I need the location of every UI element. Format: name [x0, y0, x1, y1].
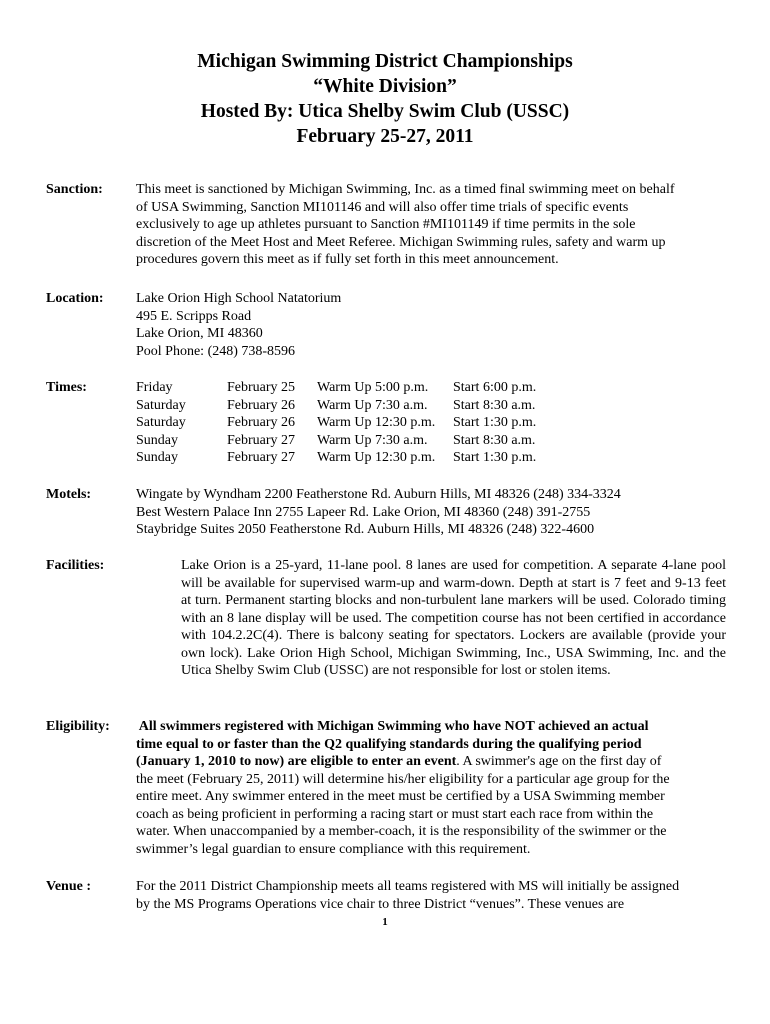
eligibility-line: water. When unaccompanied by a member-coach, it is the responsibility of the swimmer or the — [136, 824, 667, 839]
title-line-4: February 25-27, 2011 — [296, 126, 474, 147]
sanction-text — [136, 181, 726, 269]
eligibility-phrase: . A swimmer's age on the first day of — [456, 754, 662, 769]
location-line: Pool Phone: (248) 738-8596 — [136, 343, 296, 359]
sanction-line: procedures govern this meet as if fully set forth in this meet announcement. — [136, 252, 559, 267]
sanction-line: of USA Swimming, Sanction MI101146 and will also offer time trials of specific events — [136, 199, 629, 215]
motels-list — [136, 486, 726, 539]
eligibility-line: coach as being proficient in performing a racing start or must start each race from within the — [136, 806, 654, 822]
schedule-date: February 25 — [227, 380, 296, 395]
times-label: Times: — [46, 380, 87, 395]
eligibility-bold-line: All swimmers registered with Michigan Swimming who have NOT achieved an actual — [136, 719, 649, 734]
eligibility-mixed-line — [136, 753, 726, 771]
venue-label: Venue : — [46, 879, 91, 894]
facilities-text: Lake Orion is a 25-yard, 11-lane pool. 8 lanes are used for competition. A separate 4-lane pool will be available for supervised warm-up and warm-down. Depth at start is 7 feet and 9-13 feet at turn. Permanent starting blocks and non-turbulent lane markers will be used. Colorado timing with an 8 lane display will be used. The competition course has not been certified in accordance with 104.2.2C(4). There is balcony seating for spectators. Lockers are available (provide your own lock). Lake Orion High School, Michigan Swimming, Inc., USA Swimming, Inc. and the Utica Shelby Swim Club (USSC) are not responsible for lost or stolen items. — [181, 558, 726, 678]
eligibility-bold-line: time equal to or faster than the Q2 qualifying standards during the qualifying period — [136, 736, 642, 752]
schedule-day: Saturday — [136, 415, 186, 430]
motel-entry: Wingate by Wyndham 2200 Featherstone Rd. Auburn Hills, MI 48326 (248) 334-3324 — [136, 487, 621, 502]
schedule-start: Start 1:30 p.m. — [453, 415, 537, 430]
schedule-day: Saturday — [136, 397, 186, 413]
schedule-day: Sunday — [136, 450, 178, 465]
schedule-warmup: Warm Up 12:30 p.m. — [317, 415, 436, 430]
page-number: 1 — [382, 916, 388, 928]
eligibility-line: entire meet. Any swimmer entered in the meet must be certified by a USA Swimming member — [136, 789, 665, 804]
schedule-row — [136, 379, 726, 397]
eligibility-text — [136, 718, 726, 858]
schedule-row — [136, 449, 726, 467]
title-line-2: “White Division” — [313, 76, 457, 97]
motel-entry: Best Western Palace Inn 2755 Lapeer Rd. Lake Orion, MI 48360 (248) 391-2755 — [136, 504, 591, 520]
schedule-start: Start 1:30 p.m. — [453, 450, 537, 465]
eligibility-line: the meet (February 25, 2011) will determine his/her eligibility for a particular age group for the — [136, 771, 670, 787]
schedule-date: February 26 — [227, 397, 296, 413]
eligibility-label: Eligibility: — [46, 719, 110, 734]
location-line: 495 E. Scripps Road — [136, 308, 252, 324]
schedule-warmup: Warm Up 7:30 a.m. — [317, 397, 428, 413]
schedule-warmup: Warm Up 12:30 p.m. — [317, 450, 436, 465]
schedule-start: Start 6:00 p.m. — [453, 380, 537, 395]
motel-entry: Staybridge Suites 2050 Featherstone Rd. Auburn Hills, MI 48326 (248) 322-4600 — [136, 522, 595, 537]
location-line: Lake Orion High School Natatorium — [136, 291, 342, 306]
venue-line: For the 2011 District Championship meets all teams registered with MS will initially be assigned — [136, 879, 680, 894]
schedule-start: Start 8:30 a.m. — [453, 432, 536, 448]
schedule-day: Sunday — [136, 432, 178, 448]
location-address — [136, 290, 726, 360]
schedule-warmup: Warm Up 5:00 p.m. — [317, 380, 429, 395]
document-title — [0, 49, 770, 149]
title-line-3: Hosted By: Utica Shelby Swim Club (USSC) — [200, 101, 570, 122]
sanction-line: This meet is sanctioned by Michigan Swimming, Inc. as a timed final swimming meet on behalf — [136, 182, 675, 197]
schedule-row — [136, 397, 726, 415]
eligibility-line: swimmer’s legal guardian to ensure compliance with this requirement. — [136, 841, 531, 857]
schedule-day: Friday — [136, 380, 173, 395]
schedule-start: Start 8:30 a.m. — [453, 397, 536, 413]
sanction-line: discretion of the Meet Host and Meet Referee. Michigan Swimming rules, safety and warm up — [136, 234, 666, 250]
venue-text — [136, 878, 726, 913]
venue-line: by the MS Programs Operations vice chair to three District “venues”. These venues are — [136, 896, 625, 912]
schedule-row — [136, 414, 726, 432]
title-line-1: Michigan Swimming District Championships — [197, 51, 573, 72]
schedule-date: February 27 — [227, 450, 296, 465]
sanction-line: exclusively to age up athletes pursuant to Sanction #MI101149 if time permits in the sole — [136, 217, 636, 232]
facilities-label: Facilities: — [46, 558, 105, 573]
motels-label: Motels: — [46, 487, 92, 502]
location-label: Location: — [46, 291, 104, 306]
eligibility-bold-phrase: (January 1, 2010 to now) are eligible to enter an event — [136, 754, 457, 769]
sanction-label: Sanction: — [46, 182, 103, 197]
location-line: Lake Orion, MI 48360 — [136, 326, 263, 341]
schedule-date: February 27 — [227, 432, 296, 448]
schedule-warmup: Warm Up 7:30 a.m. — [317, 432, 428, 448]
times-schedule — [136, 379, 726, 467]
schedule-row — [136, 432, 726, 450]
schedule-date: February 26 — [227, 415, 296, 430]
